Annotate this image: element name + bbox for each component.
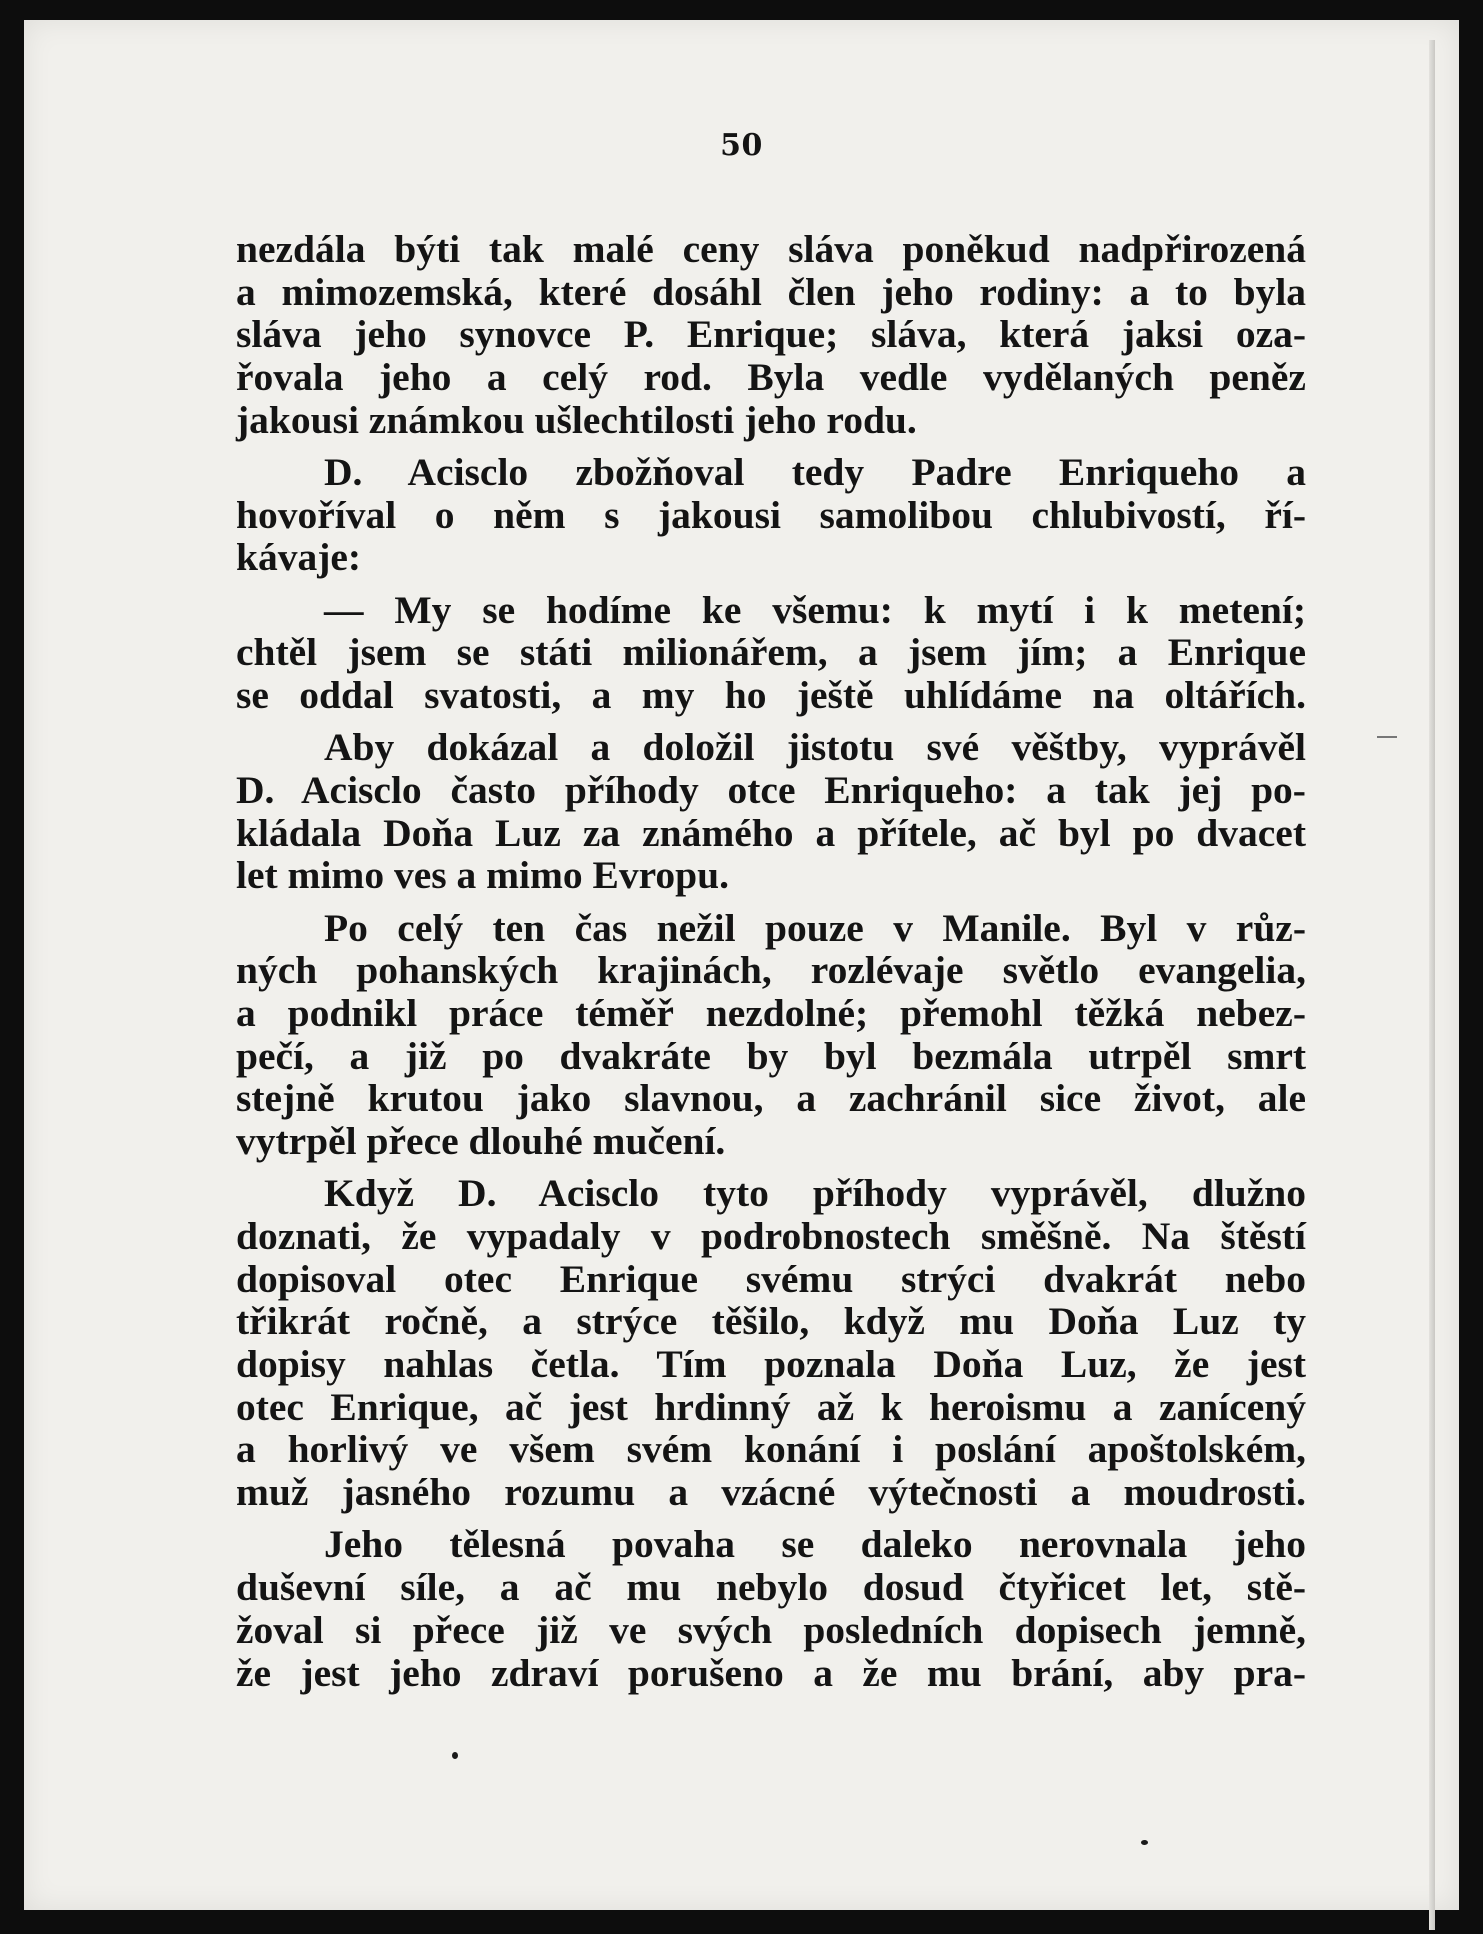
text-line: D. Acisclo zbožňoval tedy Padre Enriqueho a bbox=[324, 450, 1306, 495]
body-text bbox=[236, 228, 1306, 1704]
text-line: hovoříval o něm s jakousi samolibou chlubivostí, ří- bbox=[236, 492, 1307, 537]
text-line: Po celý ten čas nežil pouze v Manile. Byl v růz- bbox=[324, 905, 1306, 950]
text-line: D. Acisclo často příhody otce Enriqueho: a tak jej po- bbox=[236, 767, 1306, 812]
text-line: pečí, a již po dvakráte by byl bezmála utrpěl smrt bbox=[236, 1033, 1307, 1078]
page-number: 50 bbox=[720, 128, 763, 163]
text-line: chtěl jsem se státi milionářem, a jsem jím; a Enrique bbox=[236, 630, 1306, 675]
text-line: kládala Doňa Luz za známého a přítele, ač byl po dvacet bbox=[236, 810, 1306, 855]
text-line: a mimozemská, které dosáhl člen jeho rodiny: a to byla bbox=[236, 269, 1307, 314]
text-line: kávaje: bbox=[236, 535, 362, 580]
text-line: doznati, že vypadaly v podrobnostech směšně. Na štěstí bbox=[236, 1213, 1306, 1258]
text-line: dopisy nahlas četla. Tím poznala Doňa Luz, že jest bbox=[236, 1342, 1307, 1387]
text-line: Jeho tělesná povaha se daleko nerovnala jeho bbox=[324, 1522, 1306, 1567]
text-line: sláva jeho synovce P. Enrique; sláva, která jaksi oza- bbox=[236, 312, 1307, 357]
text-line: ných pohanských krajinách, rozlévaje světlo evangelia, bbox=[236, 948, 1306, 993]
text-line: vytrpěl přece dlouhé mučení. bbox=[236, 1119, 726, 1164]
book-page bbox=[24, 20, 1459, 1910]
paragraph-6 bbox=[236, 1172, 1306, 1514]
text-line: duševní síle, a ač mu nebylo dosud čtyřicet let, stě- bbox=[236, 1565, 1307, 1610]
paragraph-3 bbox=[236, 589, 1306, 717]
text-line: stejně krutou jako slavnou, a zachránil sice život, ale bbox=[236, 1076, 1307, 1121]
text-line: nezdála býti tak malé ceny sláva poněkud nadpřirozená bbox=[236, 227, 1306, 271]
paragraph-1 bbox=[236, 228, 1306, 442]
text-line: Když D. Acisclo tyto příhody vyprávěl, dlužno bbox=[324, 1171, 1307, 1216]
paragraph-7 bbox=[236, 1523, 1306, 1694]
page-edge-shadow bbox=[1429, 40, 1435, 1930]
text-line: otec Enrique, ač jest hrdinný až k heroismu a zanícený bbox=[236, 1384, 1306, 1429]
text-line: let mimo ves a mimo Evropu. bbox=[236, 853, 729, 898]
margin-dash-mark bbox=[1377, 736, 1397, 738]
paragraph-5 bbox=[236, 907, 1306, 1163]
text-line: — My se hodíme ke všemu: k mytí i k metení; bbox=[324, 587, 1306, 632]
text-line: a podnikl práce téměř nezdolné; přemohl těžká nebez- bbox=[236, 990, 1306, 1035]
text-line: že jest jeho zdraví porušeno a že mu brání, aby pra- bbox=[236, 1650, 1307, 1695]
text-line: a horlivý ve všem svém konání i poslání apoštolském, bbox=[236, 1427, 1307, 1472]
text-line: dopisoval otec Enrique svému strýci dvakrát nebo bbox=[236, 1256, 1306, 1301]
text-line: se oddal svatosti, a my ho ještě uhlídáme na oltářích. bbox=[236, 673, 1306, 718]
paragraph-4 bbox=[236, 726, 1306, 897]
text-line: žoval si přece již ve svých posledních dopisech jemně, bbox=[236, 1607, 1306, 1652]
text-line: řovala jeho a celý rod. Byla vedle vydělaných peněz bbox=[236, 355, 1306, 400]
paragraph-2 bbox=[236, 451, 1306, 579]
text-line: Aby dokázal a doložil jistotu své věštby, vyprávěl bbox=[324, 725, 1307, 770]
ink-speck bbox=[452, 1752, 458, 1759]
text-line: muž jasného rozumu a vzácné výtečnosti a moudrosti. bbox=[236, 1470, 1307, 1515]
ink-speck bbox=[1141, 1840, 1148, 1845]
text-line: jakousi známkou ušlechtilosti jeho rodu. bbox=[236, 397, 917, 442]
text-line: třikrát ročně, a strýce těšilo, když mu Doňa Luz ty bbox=[236, 1299, 1307, 1344]
